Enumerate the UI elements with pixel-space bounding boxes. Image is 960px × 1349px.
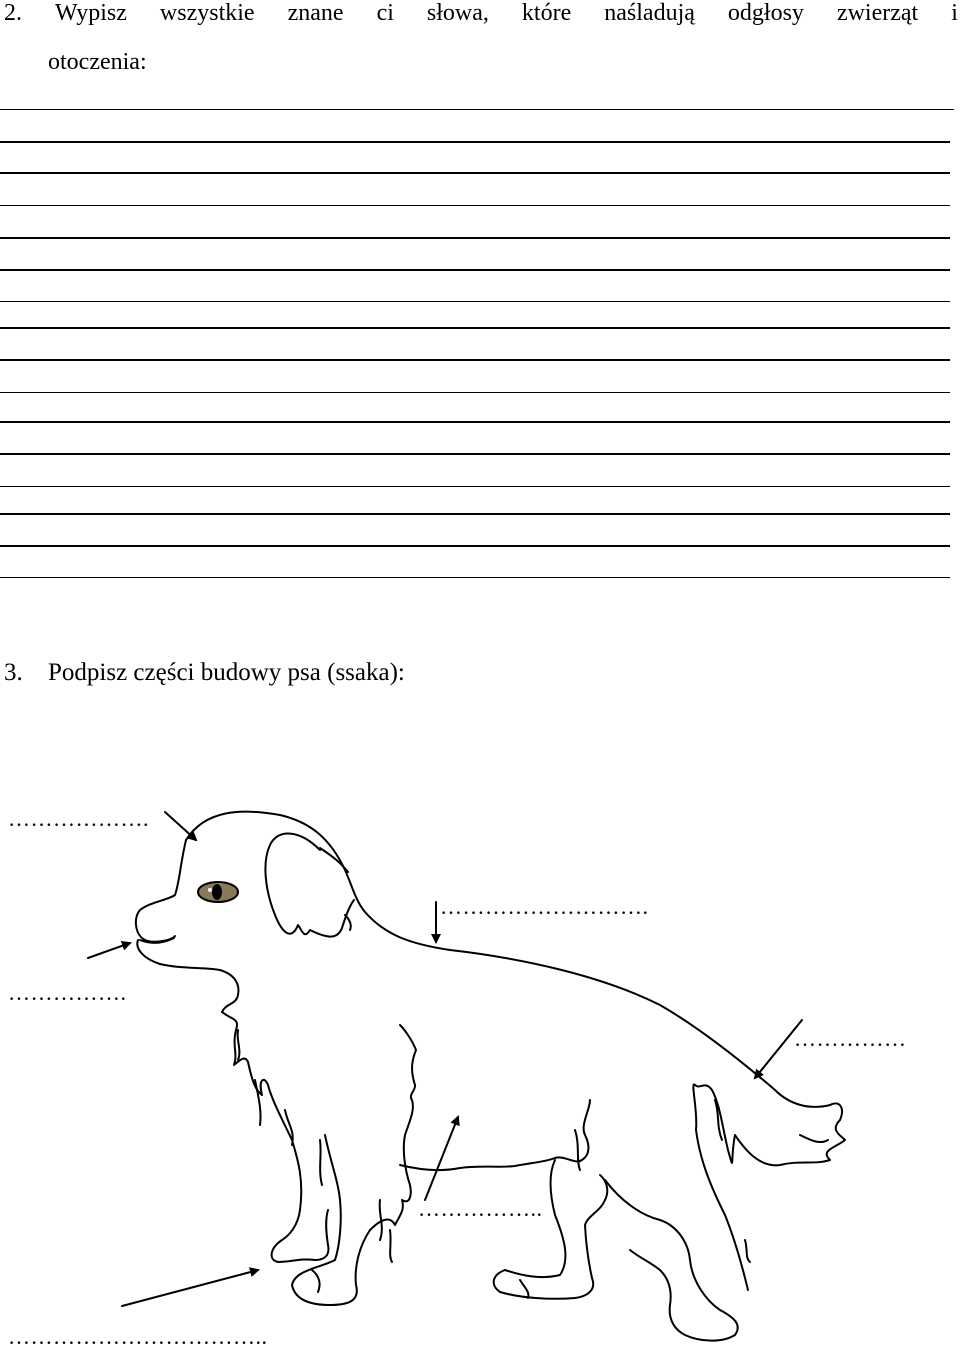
question-2-line-2: otoczenia: [48, 49, 147, 75]
label-paw-blank[interactable]: …………………………….. [8, 1324, 268, 1349]
label-tail-blank[interactable]: …………… [794, 1026, 907, 1051]
dog-outline-muzzle [137, 940, 238, 1012]
label-mouth-blank[interactable]: ……………. [8, 980, 127, 1005]
q2-word: ci [376, 0, 394, 26]
arrow-belly [425, 1117, 458, 1200]
dog-outline-belly [400, 1100, 590, 1170]
arrow-head [165, 812, 196, 840]
dog-outline-hind-leg [494, 1160, 608, 1299]
q2-word: i [951, 0, 958, 26]
arrow-mouth [88, 943, 130, 958]
dog-outline-chest [222, 1012, 328, 1262]
dog-outline-ear [265, 834, 354, 937]
question-3-text: Podpisz części budowy psa (ssaka): [48, 659, 405, 686]
q2-word: odgłosy [727, 0, 804, 26]
q2-word: zwierząt [836, 0, 919, 26]
label-back-blank[interactable]: ………………………. [440, 894, 649, 919]
q2-word: słowa, [426, 0, 489, 26]
question-number: 2. [4, 0, 22, 26]
q2-word: wszystkie [159, 0, 255, 26]
arrow-paw [122, 1270, 258, 1306]
dog-outline-rear [605, 1180, 738, 1341]
q2-word: Wypisz [55, 0, 127, 26]
q2-word: które [521, 0, 572, 26]
q2-word: znane [287, 0, 344, 26]
dog-outline-front-leg [292, 1025, 416, 1305]
question-number: 3. [4, 659, 23, 686]
label-head-blank[interactable]: ………………. [8, 806, 149, 831]
label-belly-blank[interactable]: …………….. [418, 1196, 543, 1221]
dog-outline-face [136, 840, 186, 942]
q2-word: naśladują [604, 0, 695, 26]
